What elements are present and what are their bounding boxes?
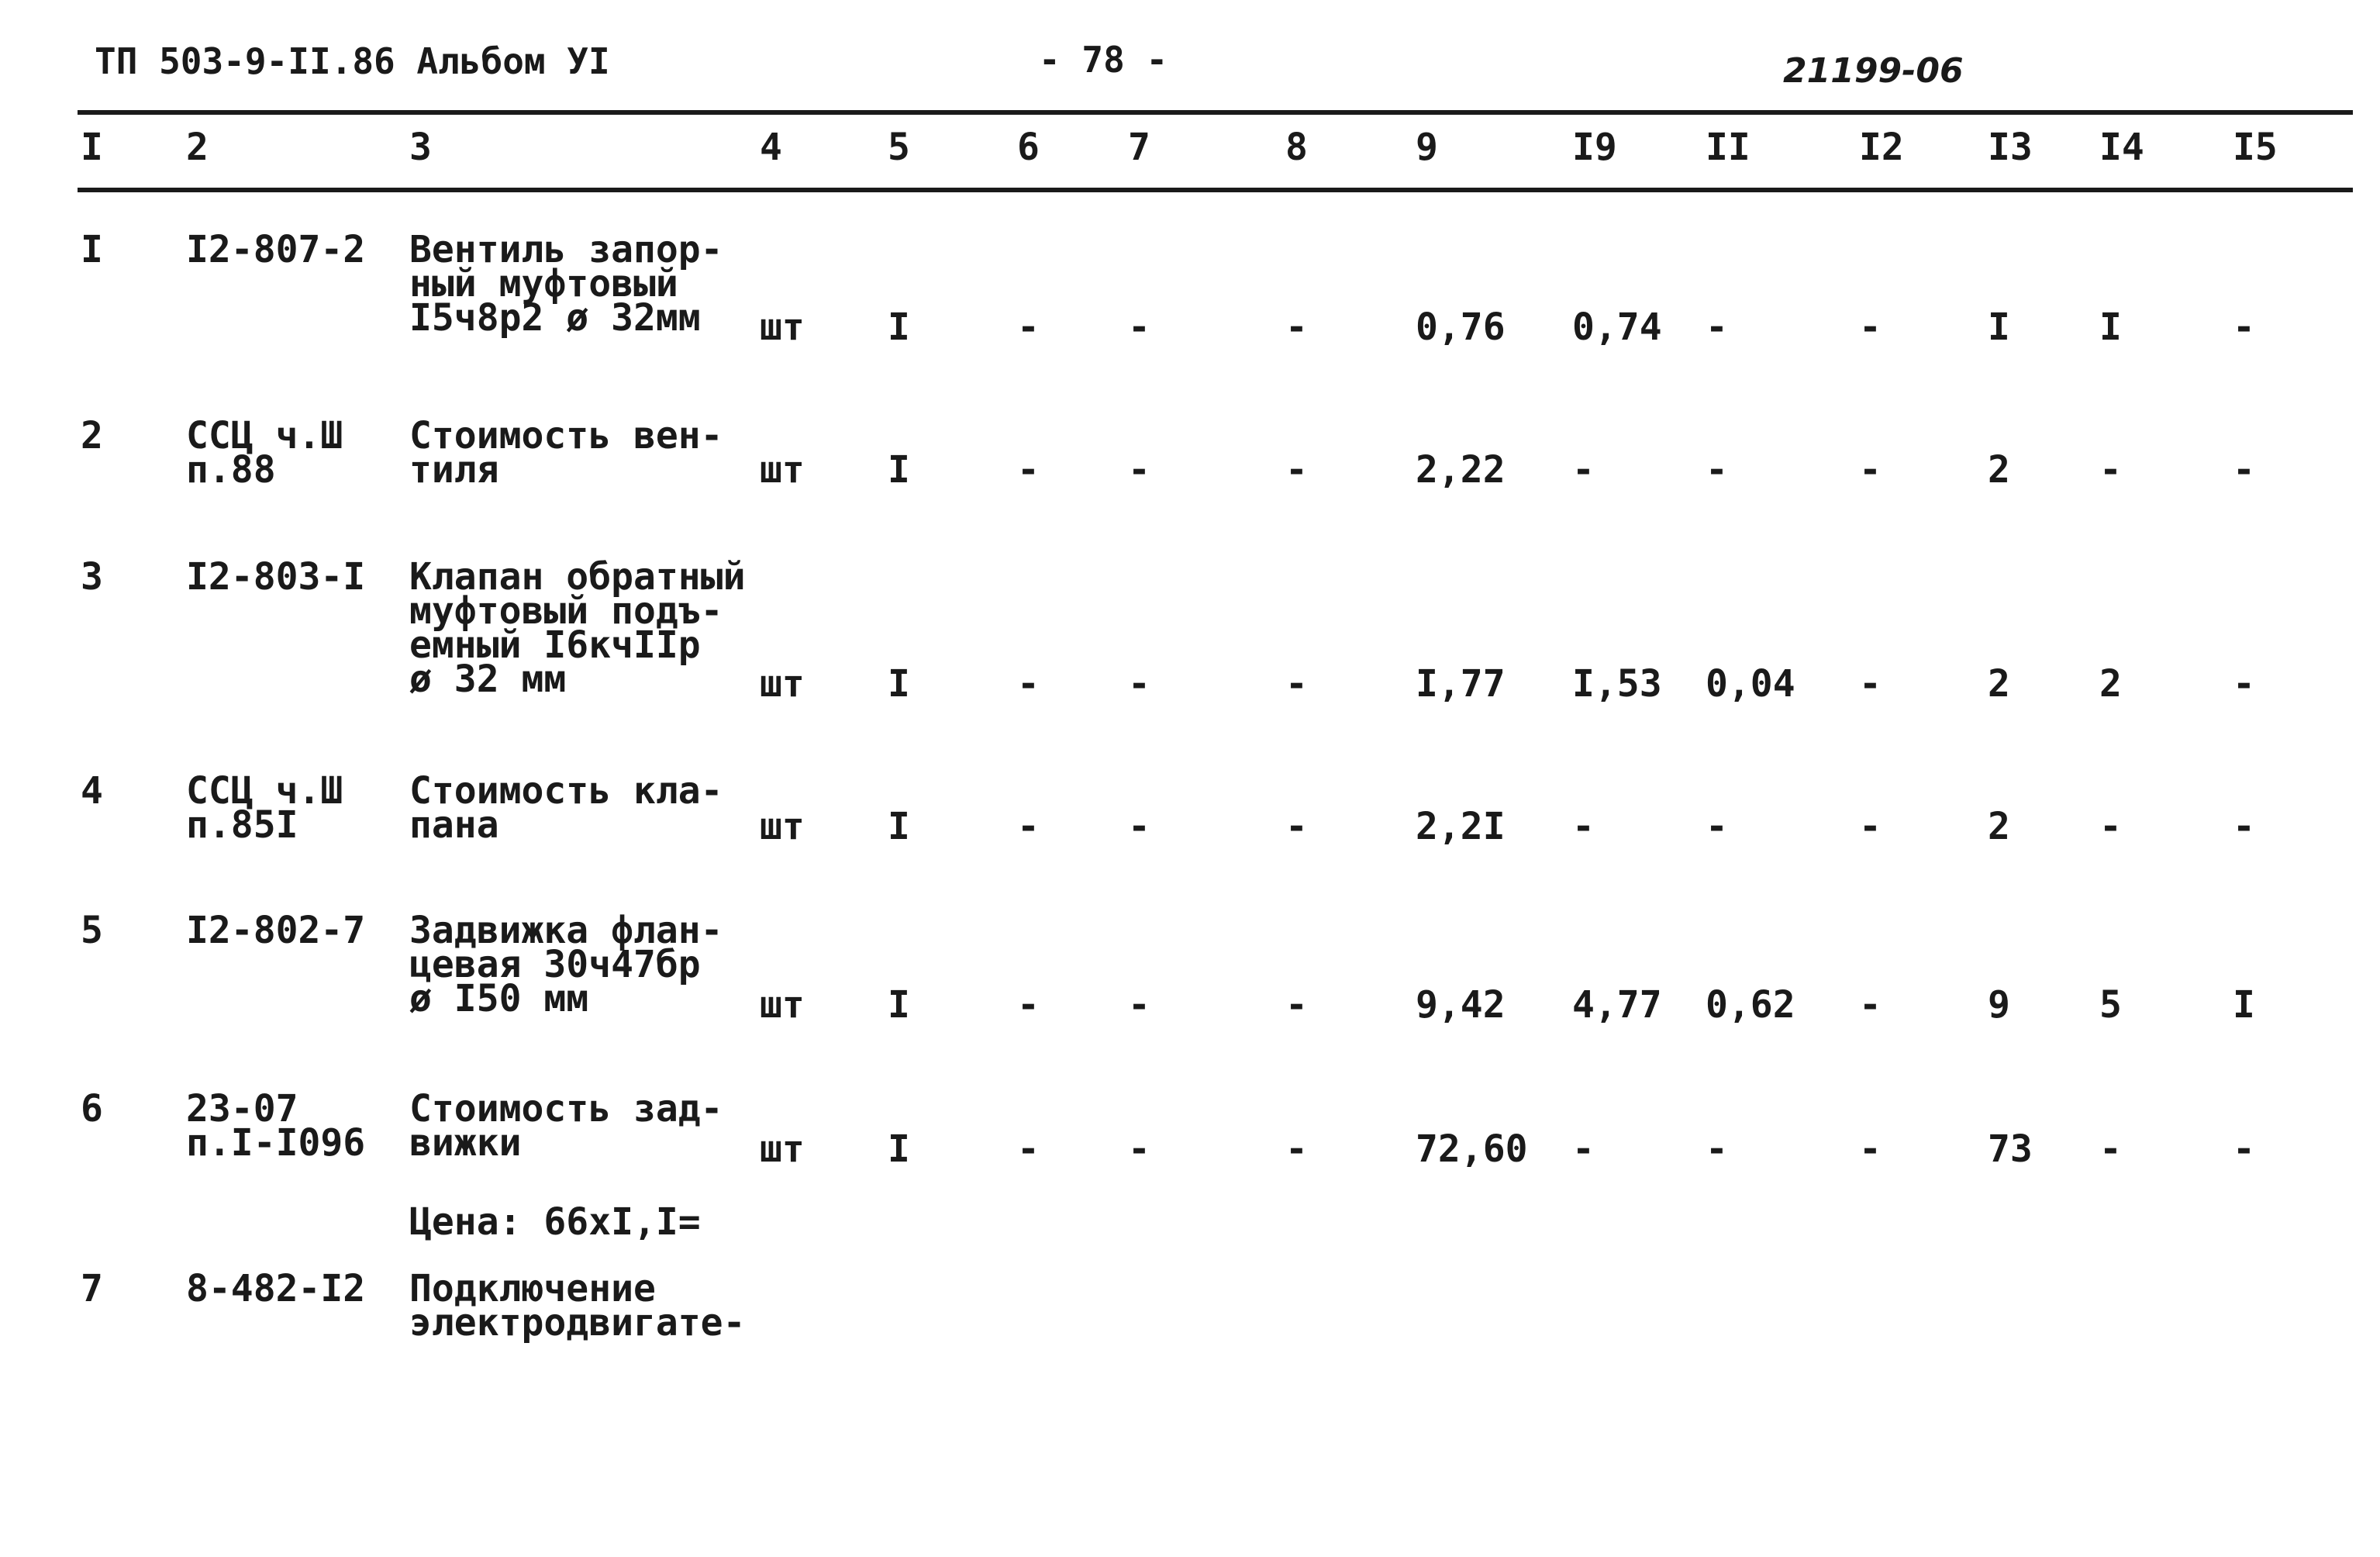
cell-n: 3 — [81, 555, 103, 599]
cell-desc: Стоимость зад- вижки — [409, 1087, 723, 1165]
cell-c11: - — [1706, 1127, 1728, 1171]
cell-c9: 72,60 — [1416, 1127, 1528, 1171]
cell-code: I2-802-7 — [186, 909, 366, 952]
column-number: 4 — [760, 126, 782, 169]
cell-qty: I — [888, 448, 910, 492]
cell-desc: Подключение электродвигате- — [409, 1267, 746, 1345]
cell-c7: - — [1128, 662, 1150, 706]
cell-c11: - — [1706, 306, 1728, 349]
cell-desc: Клапан обратный муфтовый подъ- емный I6кчIIр ø 32 мм — [409, 555, 746, 701]
cell-c11: - — [1706, 805, 1728, 848]
cell-desc: Задвижка флан- цевая 30ч47бр ø I50 мм — [409, 909, 723, 1020]
cell-desc: Вентиль запор- ный муфтовый I5ч8р2 ø 32мм — [409, 228, 723, 340]
cell-c13: 73 — [1988, 1127, 2033, 1171]
cell-c10: - — [1572, 805, 1595, 848]
cell-qty: I — [888, 662, 910, 706]
cell-c15: - — [2233, 805, 2255, 848]
cell-c10: - — [1572, 1127, 1595, 1171]
cell-n: 7 — [81, 1267, 103, 1310]
cell-code: ССЦ ч.Ш п.85I — [186, 769, 343, 847]
cell-unit: шт — [760, 662, 805, 706]
cell-c12: - — [1859, 662, 1882, 706]
cell-c9: 2,22 — [1416, 448, 1506, 492]
cell-unit: шт — [760, 983, 805, 1027]
cell-unit: шт — [760, 805, 805, 848]
cell-c10: - — [1572, 448, 1595, 492]
column-number: I4 — [2099, 126, 2144, 169]
cell-c12: - — [1859, 1127, 1882, 1171]
cell-c6: - — [1017, 306, 1040, 349]
cell-code: 8-482-I2 — [186, 1267, 366, 1310]
cell-c14: - — [2099, 805, 2122, 848]
cell-c15: I — [2233, 983, 2255, 1027]
cell-c10: 4,77 — [1572, 983, 1662, 1027]
cell-c14: - — [2099, 448, 2122, 492]
column-number: 7 — [1128, 126, 1150, 169]
cell-c14: - — [2099, 1127, 2122, 1171]
cell-c15: - — [2233, 1127, 2255, 1171]
cell-c6: - — [1017, 983, 1040, 1027]
cell-c6: - — [1017, 662, 1040, 706]
cell-unit: шт — [760, 306, 805, 349]
cell-c14: I — [2099, 306, 2122, 349]
cell-code: I2-803-I — [186, 555, 366, 599]
cell-c8: - — [1285, 983, 1308, 1027]
cell-c13: I — [1988, 306, 2010, 349]
cell-qty: I — [888, 805, 910, 848]
price-note: Цена: 66xI,I= — [409, 1200, 701, 1244]
cell-c12: - — [1859, 983, 1882, 1027]
cell-c7: - — [1128, 1127, 1150, 1171]
cell-c7: - — [1128, 448, 1150, 492]
cell-c13: 9 — [1988, 983, 2010, 1027]
cell-code: ССЦ ч.Ш п.88 — [186, 414, 343, 492]
cell-c12: - — [1859, 306, 1882, 349]
cell-c7: - — [1128, 306, 1150, 349]
cell-c15: - — [2233, 662, 2255, 706]
cell-desc: Стоимость кла- пана — [409, 769, 723, 847]
cell-c8: - — [1285, 306, 1308, 349]
cell-n: 2 — [81, 414, 103, 457]
cell-c9: I,77 — [1416, 662, 1506, 706]
document-code: ТП 503-9-II.86 Альбом УI — [95, 40, 610, 82]
column-number: I — [81, 126, 103, 169]
column-number: 6 — [1017, 126, 1040, 169]
column-number: I9 — [1572, 126, 1617, 169]
cell-c10: 0,74 — [1572, 306, 1662, 349]
cell-c11: 0,62 — [1706, 983, 1795, 1027]
cell-c15: - — [2233, 448, 2255, 492]
cell-n: 6 — [81, 1087, 103, 1131]
cell-n: I — [81, 228, 103, 271]
column-number: I3 — [1988, 126, 2033, 169]
cell-code: 23-07 п.I-I096 — [186, 1087, 366, 1165]
cell-c13: 2 — [1988, 662, 2010, 706]
cell-c7: - — [1128, 983, 1150, 1027]
cell-c6: - — [1017, 448, 1040, 492]
cell-code: I2-807-2 — [186, 228, 366, 271]
cell-c6: - — [1017, 805, 1040, 848]
cell-unit: шт — [760, 1127, 805, 1171]
cell-n: 5 — [81, 909, 103, 952]
cell-c9: 2,2I — [1416, 805, 1506, 848]
cell-c8: - — [1285, 662, 1308, 706]
cell-qty: I — [888, 983, 910, 1027]
handwritten-stamp: 21199-06 — [1783, 51, 1964, 91]
cell-c8: - — [1285, 805, 1308, 848]
cell-c7: - — [1128, 805, 1150, 848]
cell-c8: - — [1285, 1127, 1308, 1171]
cell-c11: - — [1706, 448, 1728, 492]
cell-c6: - — [1017, 1127, 1040, 1171]
cell-c15: - — [2233, 306, 2255, 349]
cell-c14: 2 — [2099, 662, 2122, 706]
column-number: 5 — [888, 126, 910, 169]
cell-desc: Стоимость вен- тиля — [409, 414, 723, 492]
column-number: 9 — [1416, 126, 1438, 169]
cell-c9: 9,42 — [1416, 983, 1506, 1027]
cell-c14: 5 — [2099, 983, 2122, 1027]
cell-n: 4 — [81, 769, 103, 813]
cell-c13: 2 — [1988, 448, 2010, 492]
column-number: II — [1706, 126, 1751, 169]
cell-unit: шт — [760, 448, 805, 492]
cell-c13: 2 — [1988, 805, 2010, 848]
cell-c12: - — [1859, 448, 1882, 492]
cell-c11: 0,04 — [1706, 662, 1795, 706]
header-bottom-rule — [78, 188, 2353, 192]
top-rule — [78, 110, 2353, 115]
cell-qty: I — [888, 306, 910, 349]
cell-c9: 0,76 — [1416, 306, 1506, 349]
column-number: I5 — [2233, 126, 2278, 169]
column-number: 8 — [1285, 126, 1308, 169]
column-number: 3 — [409, 126, 432, 169]
page-number: - 78 - — [1039, 39, 1168, 81]
cell-c12: - — [1859, 805, 1882, 848]
column-number: I2 — [1859, 126, 1904, 169]
cell-c8: - — [1285, 448, 1308, 492]
cell-qty: I — [888, 1127, 910, 1171]
column-number: 2 — [186, 126, 209, 169]
cell-c10: I,53 — [1572, 662, 1662, 706]
